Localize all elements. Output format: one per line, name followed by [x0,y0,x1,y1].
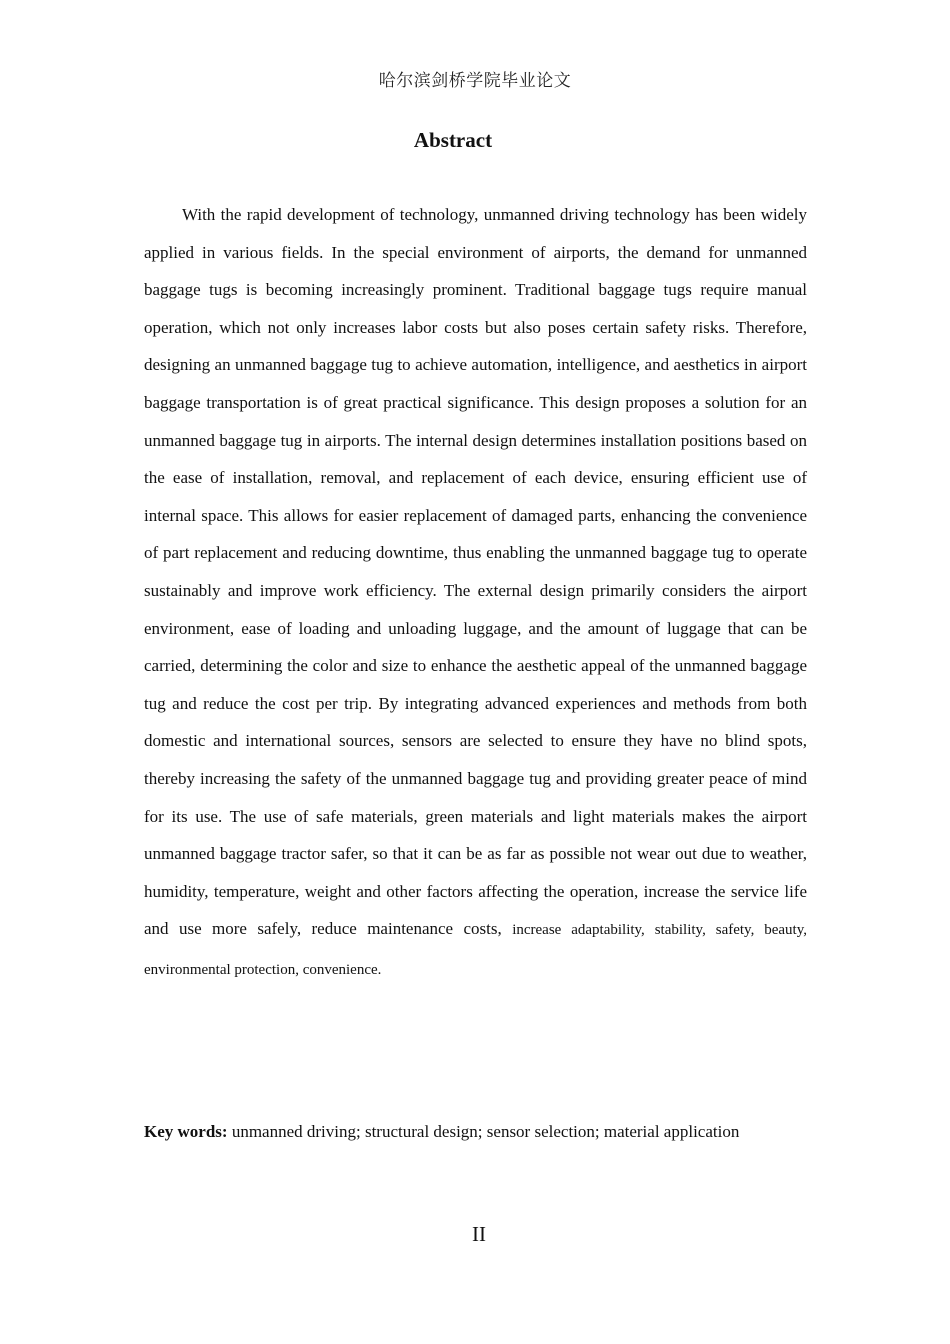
keywords-text: unmanned driving; structural design; sensor selection; material application [231,1122,740,1141]
abstract-paragraph [144,196,807,989]
abstract-title: Abstract [413,128,493,152]
abstract-body-text: With the rapid development of technology, unmanned driving technology has been widely applied in various fields. In the special environment of airports, the demand for unmanned baggage tugs is becoming increasingly prominent. Traditional baggage tugs require manual operation, which not only increases labor costs but also poses certain safety risks. Therefore, designing an unmanned baggage tug to achieve automation, intelligence, and aesthetics in airport baggage transportation is of great practical significance. This design proposes a solution for an unmanned baggage tug in airports. The internal design determines installation positions based on the ease of installation, removal, and replacement of each device, ensuring efficient use of internal space. This allows for easier replacement of damaged parts, enhancing the convenience of part replacement and reducing downtime, thus enabling the unmanned baggage tug to operate sustainably and improve work efficiency. The external design primarily considers the airport environment, ease of loading and unloading luggage, and the amount of luggage that can be carried, determining the color and size to enhance the aesthetic appeal of the unmanned baggage tug and reduce the cost per trip. By integrating advanced experiences and methods from both domestic and international sources, sensors are selected to ensure they have no blind spots, thereby increasing the safety of the unmanned baggage tug and providing greater peace of mind for its use. The use of safe materials, green materials and light materials makes the airport unmanned baggage tractor safer, so that it can be as far as possible not wear out due to weather, humidity, temperature, weight and other factors affecting the operation, increase the service life and use more safely, reduce maintenance costs, [144,205,807,939]
abstract-tail-text: increase adaptability, stability, safety, beauty, environmental protection, convenience. [144,922,807,978]
keywords-label: Key words: [144,1122,228,1141]
keywords-line [144,1122,824,1142]
page-number: II [472,1222,486,1246]
page-header: 哈尔滨剑桥学院毕业论文 [378,71,572,91]
